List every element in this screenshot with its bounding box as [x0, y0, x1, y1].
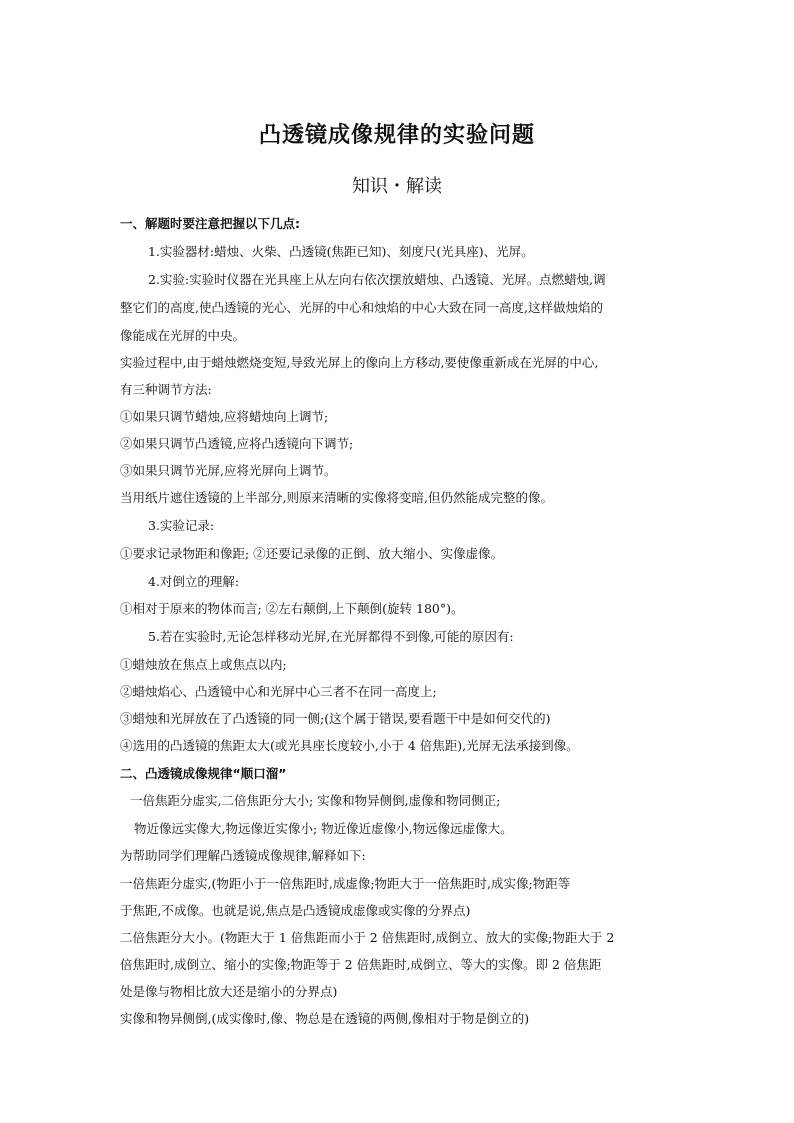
- paragraph-line: 当用纸片遮住透镜的上半部分,则原来清晰的实像将变暗,但仍然能成完整的像。: [120, 490, 553, 505]
- paragraph-line: 于焦距,不成像。也就是说,焦点是凸透镜成虚像或实像的分界点): [120, 903, 471, 918]
- paragraph-line: 实验过程中,由于蜡烛燃烧变短,导致光屏上的像向上方移动,要使像重新成在光屏的中心,: [120, 355, 599, 370]
- paragraph-line: 3.实验记录:: [148, 518, 215, 533]
- paragraph-line: 实像和物异侧倒,(成实像时,像、物总是在透镜的两侧,像相对于物是倒立的): [120, 1011, 530, 1026]
- paragraph-line: 整它们的高度,使凸透镜的光心、光屏的中心和烛焰的中心大致在同一高度,这样做烛焰的: [120, 300, 603, 315]
- page-title: 凸透镜成像规律的实验问题: [258, 122, 535, 148]
- paragraph-line: 为帮助同学们理解凸透镜成像规律,解释如下:: [120, 848, 366, 863]
- list-item: ①蜡烛放在焦点上或焦点以内;: [120, 657, 287, 672]
- paragraph-line: 4.对倒立的理解:: [148, 574, 240, 589]
- paragraph-line: 像能成在光屏的中央。: [120, 328, 246, 343]
- heading-part-two: 二、凸透镜成像规律“顺口溜”: [120, 766, 287, 781]
- paragraph-line: 2.实验:实验时仪器在光具座上从左向右依次摆放蜡烛、凸透镜、光屏。点燃蜡烛,调: [148, 272, 606, 287]
- paragraph-line: 二倍焦距分大小。(物距大于 1 倍焦距而小于 2 倍焦距时,成倒立、放大的实像;物距大于 2: [120, 930, 615, 945]
- list-item: ②蜡烛焰心、凸透镜中心和光屏中心三者不在同一高度上;: [120, 684, 437, 699]
- rhyme-line: 物近像远实像大,物远像近实像小; 物近像近虚像小,物远像远虚像大。: [134, 821, 513, 836]
- rhyme-line: 一倍焦距分虚实,二倍焦距分大小; 实像和物异侧倒,虚像和物同侧正;: [130, 793, 501, 808]
- list-item: ④选用的凸透镜的焦距太大(或光具座长度较小,小于 4 倍焦距),光屏无法承接到像。: [120, 738, 579, 753]
- list-item: ③如果只调节光屏,应将光屏向上调节。: [120, 463, 337, 478]
- list-item: ①要求记录物距和像距; ②还要记录像的正倒、放大缩小、实像虚像。: [120, 546, 504, 561]
- paragraph-line: 有三种调节方法:: [120, 382, 212, 397]
- paragraph-line: 倍焦距时,成倒立、缩小的实像;物距等于 2 倍焦距时,成倒立、等大的实像。即 2 倍焦距: [120, 957, 602, 972]
- paragraph-line: 1.实验器材:蜡烛、火柴、凸透镜(焦距已知)、刻度尺(光具座)、光屏。: [148, 244, 534, 259]
- paragraph-line: 5.若在实验时,无论怎样移动光屏,在光屏都得不到像,可能的原因有:: [148, 629, 514, 644]
- list-item: ③蜡烛和光屏放在了凸透镜的同一侧;(这个属于错误,要看题干中是如何交代的): [120, 711, 551, 726]
- section-subtitle: 知识・解读: [352, 176, 442, 197]
- paragraph-line: 处是像与物相比放大还是缩小的分界点): [120, 984, 338, 999]
- list-item: ②如果只调节凸透镜,应将凸透镜向下调节;: [120, 436, 354, 451]
- list-item: ①如果只调节蜡烛,应将蜡烛向上调节;: [120, 409, 329, 424]
- list-item: ①相对于原来的物体而言; ②左右颠倒,上下颠倒(旋转 180°)。: [120, 601, 464, 616]
- paragraph-line: 一倍焦距分虚实,(物距小于一倍焦距时,成虚像;物距大于一倍焦距时,成实像;物距等: [120, 876, 571, 891]
- heading-part-one: 一、解题时要注意把握以下几点:: [120, 216, 300, 231]
